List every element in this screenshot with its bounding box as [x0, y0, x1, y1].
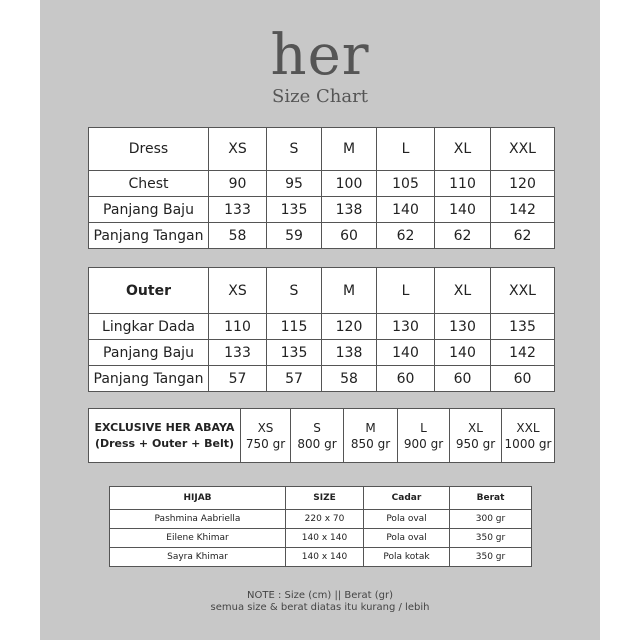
size-header: M [322, 268, 377, 314]
outer-size-table [88, 267, 555, 392]
hijab-size-table [109, 486, 532, 567]
table-cell: 62 [435, 223, 491, 249]
table-cell: 140 [435, 340, 491, 366]
table-header-row [89, 268, 555, 314]
size-label: M [365, 420, 376, 435]
column-header: HIJAB [110, 487, 286, 510]
table-cell: 140 [435, 197, 491, 223]
row-label: Panjang Baju [89, 340, 209, 366]
table-cell [398, 409, 450, 463]
table-cell: Pola oval [364, 529, 450, 548]
size-header: XL [435, 268, 491, 314]
table-row [110, 510, 532, 529]
size-label: S [313, 420, 321, 435]
table-cell: 140 x 140 [286, 548, 364, 567]
size-header: XL [435, 128, 491, 171]
table-cell [291, 409, 344, 463]
abaya-title: EXCLUSIVE HER ABAYA [94, 420, 235, 434]
size-header: XS [209, 268, 267, 314]
table-cell: 135 [267, 197, 322, 223]
table-cell: 140 x 140 [286, 529, 364, 548]
table-row [89, 197, 555, 223]
table-cell: 350 gr [450, 548, 532, 567]
table-row [89, 223, 555, 249]
weight-value: 950 gr [455, 436, 496, 451]
table-cell: 133 [209, 340, 267, 366]
table-row [89, 340, 555, 366]
table-cell [344, 409, 398, 463]
weight-value: 850 gr [350, 436, 391, 451]
page-title: Size Chart [272, 86, 368, 107]
table-header-row [89, 128, 555, 171]
table-cell: 140 [377, 340, 435, 366]
weight-value: 900 gr [403, 436, 444, 451]
size-header: XXL [491, 128, 555, 171]
weight-value: 1000 gr [504, 436, 552, 451]
table-cell [502, 409, 555, 463]
size-header: L [377, 128, 435, 171]
table-cell: 90 [209, 171, 267, 197]
column-header: Berat [450, 487, 532, 510]
table-cell: 100 [322, 171, 377, 197]
row-label: Sayra Khimar [110, 548, 286, 567]
size-header: S [267, 268, 322, 314]
table-cell: 57 [267, 366, 322, 392]
size-label: L [420, 420, 427, 435]
size-header: L [377, 268, 435, 314]
table-cell: 350 gr [450, 529, 532, 548]
brand-logo: her [270, 23, 370, 88]
table-cell: 58 [209, 223, 267, 249]
size-header: XS [209, 128, 267, 171]
table-cell: 120 [322, 314, 377, 340]
row-label: Pashmina Aabriella [110, 510, 286, 529]
table-cell: 142 [491, 197, 555, 223]
table-cell [450, 409, 502, 463]
table-cell: 105 [377, 171, 435, 197]
table-row [89, 366, 555, 392]
size-label: XL [468, 420, 483, 435]
table-cell: 60 [435, 366, 491, 392]
table-cell: 130 [435, 314, 491, 340]
table-cell: 300 gr [450, 510, 532, 529]
size-label: XS [257, 420, 274, 435]
table-cell: 130 [377, 314, 435, 340]
note-units: NOTE : Size (cm) || Berat (gr) [247, 590, 393, 601]
table-cell: 58 [322, 366, 377, 392]
weight-value: 750 gr [245, 436, 286, 451]
column-header: SIZE [286, 487, 364, 510]
row-label: Eilene Khimar [110, 529, 286, 548]
abaya-subtitle: (Dress + Outer + Belt) [94, 436, 235, 450]
table-cell: 60 [377, 366, 435, 392]
table-cell: 138 [322, 197, 377, 223]
table-cell: Pola kotak [364, 548, 450, 567]
table-row [89, 314, 555, 340]
table-cell: 60 [322, 223, 377, 249]
table-cell: 142 [491, 340, 555, 366]
size-header: XXL [491, 268, 555, 314]
size-header: S [267, 128, 322, 171]
table-cell: 133 [209, 197, 267, 223]
column-header: Cadar [364, 487, 450, 510]
row-label: Lingkar Dada [89, 314, 209, 340]
row-label: Panjang Baju [89, 197, 209, 223]
table-cell: 62 [377, 223, 435, 249]
table-cell: 140 [377, 197, 435, 223]
size-label: XXL [516, 420, 540, 435]
category-header: Outer [89, 268, 209, 314]
abaya-weight-table [88, 408, 555, 463]
table-cell: 57 [209, 366, 267, 392]
table-cell: 115 [267, 314, 322, 340]
table-row [110, 529, 532, 548]
row-label: Panjang Tangan [89, 223, 209, 249]
table-row [89, 409, 555, 463]
category-header: Dress [89, 128, 209, 171]
table-cell [241, 409, 291, 463]
weight-value: 800 gr [297, 436, 337, 451]
table-cell: 110 [435, 171, 491, 197]
table-cell: 135 [267, 340, 322, 366]
table-cell: 110 [209, 314, 267, 340]
table-row [110, 548, 532, 567]
table-cell: 138 [322, 340, 377, 366]
table-cell: 59 [267, 223, 322, 249]
table-cell: 60 [491, 366, 555, 392]
table-header-row [110, 487, 532, 510]
table-cell: 135 [491, 314, 555, 340]
note-tolerance: semua size & berat diatas itu kurang / lebih [210, 602, 430, 613]
row-label: Chest [89, 171, 209, 197]
table-cell: Pola oval [364, 510, 450, 529]
size-header: M [322, 128, 377, 171]
abaya-title-cell [89, 409, 241, 463]
table-row [89, 171, 555, 197]
table-cell: 120 [491, 171, 555, 197]
table-cell: 220 x 70 [286, 510, 364, 529]
table-cell: 95 [267, 171, 322, 197]
table-cell: 62 [491, 223, 555, 249]
dress-size-table [88, 127, 555, 249]
row-label: Panjang Tangan [89, 366, 209, 392]
